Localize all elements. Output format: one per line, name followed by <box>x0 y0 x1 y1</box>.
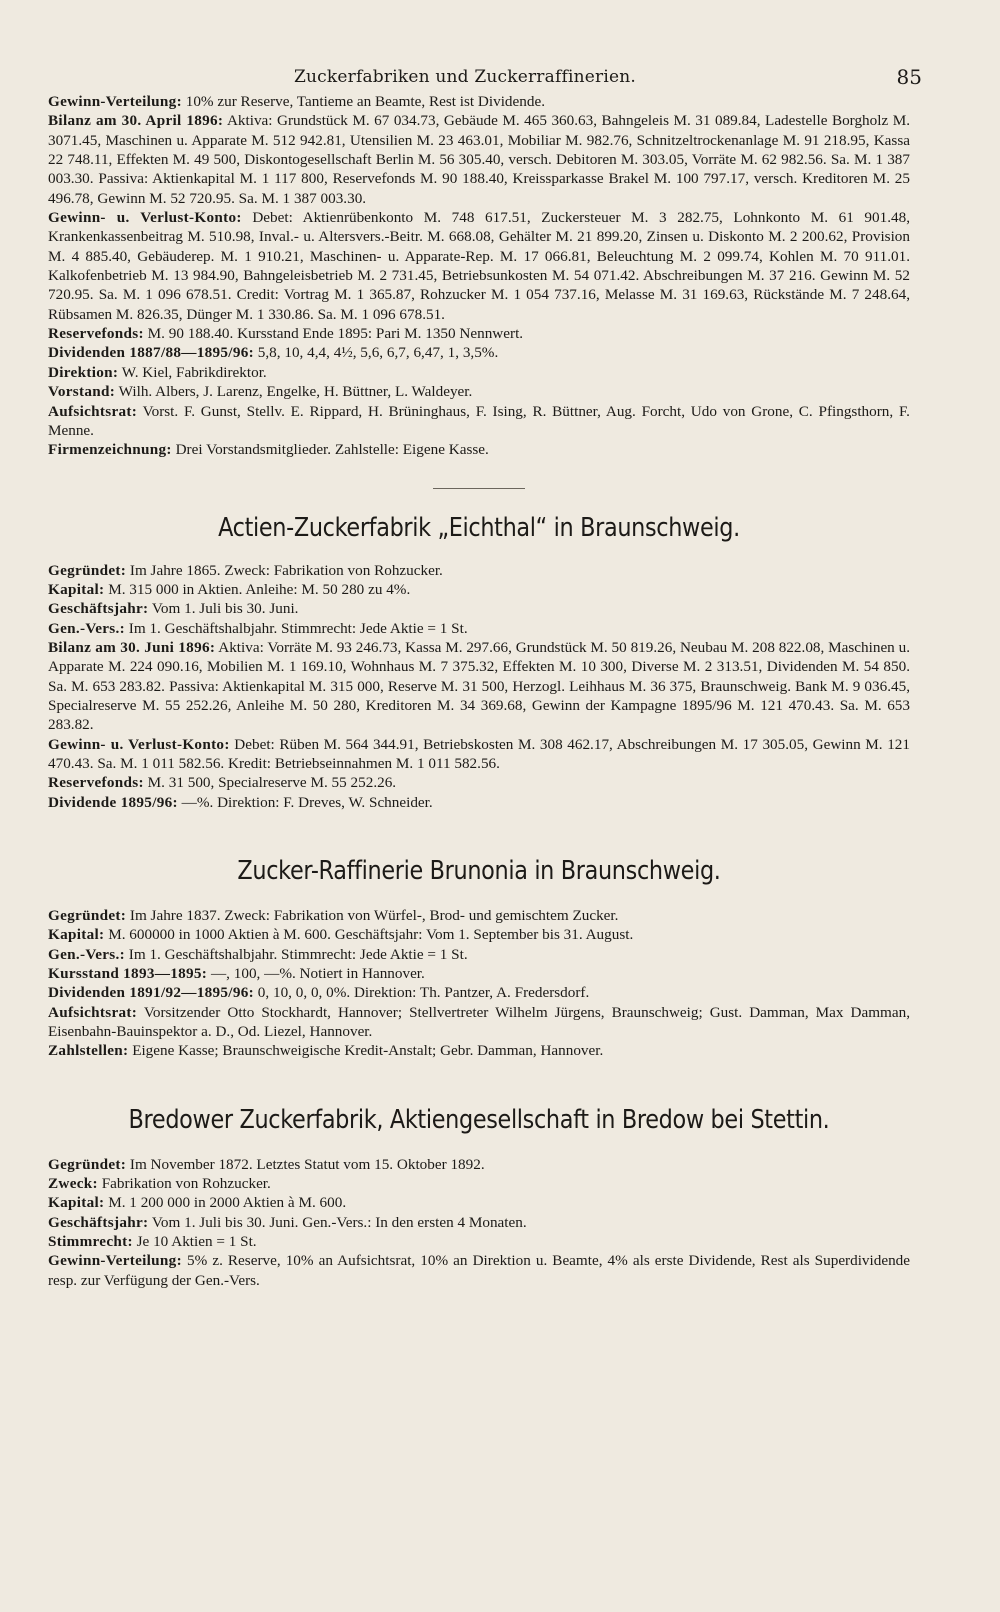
entry-dividenden <box>48 343 910 362</box>
entry-bilanz <box>48 111 910 208</box>
entry-key: Aufsichtsrat: <box>48 1003 138 1021</box>
entry-kursstand <box>48 964 910 983</box>
entry-gegruendet <box>48 1155 910 1174</box>
entry-text: Im 1. Geschäftshalbjahr. Stimmrecht: Jede Aktie = 1 St. <box>128 945 468 963</box>
company-block-eichthal <box>48 561 910 812</box>
entry-key: Stimmrecht: <box>48 1233 133 1251</box>
entry-key: Kapital: <box>48 1194 105 1212</box>
entry-key: Zahlstellen: <box>48 1042 129 1060</box>
entry-geschaeftsjahr <box>48 599 910 618</box>
entry-reservefonds <box>48 773 910 792</box>
entry-text: Vorsitzender Otto Stockhardt, Hannover; Stellvertreter Wilhelm Jürgens, Braunschweig; Gust. Damman, Max Damman, Eisenbahn-Bauinspektor a. D., Od. Liezel, Hannover. <box>48 1003 910 1041</box>
entry-dividenden <box>48 983 910 1002</box>
entry-text: Je 10 Aktien = 1 St. <box>136 1233 257 1251</box>
entry-text: Debet: Aktienrübenkonto M. 748 617.51, Zuckersteuer M. 3 282.75, Lohnkonto M. 61 901.48, Krankenkassenbeitrag M. 510.98, Inval.- u. Altersvers.-Beitr. M. 668.08, Gehälter M. 21 899.20, Zinsen u. Diskonto M. 2 200.62, Provision M. 4 885.40, Gebäuderep. M. 1 910.21, Maschinen- u. Apparate-Rep. M. 17 066.81, Beleuchtung M. 2 099.74, Kohlen M. 70 911.01. Kalkofenbetrieb M. 13 984.90, Bahngeleisbetrieb M. 2 731.45, Betriebsunkosten M. 54 071.42. Abschreibungen M. 37 216. Gewinn M. 52 720.95. Sa. M. 1 096 678.51. Credit: Vortrag M. 1 365.87, Rohzucker M. 1 054 737.16, Melasse M. 31 169.63, Rückstände M. 7 248.64, Rübsamen M. 826.35, Dünger M. 1 330.86. Sa. M. 1 096 678.51. <box>48 209 910 323</box>
entry-text: 10% zur Reserve, Tantieme an Beamte, Rest ist Dividende. <box>185 93 545 110</box>
running-head <box>48 62 922 92</box>
entry-zahlstellen <box>48 1041 910 1060</box>
entry-key: Firmenzeichnung: <box>48 441 172 459</box>
entry-key: Gen.-Vers.: <box>48 619 125 637</box>
entry-firmenzeichnung <box>48 440 910 459</box>
entry-key: Geschäftsjahr: <box>48 1213 149 1231</box>
entry-text: Aktiva: Vorräte M. 93 246.73, Kassa M. 297.66, Grundstück M. 50 819.26, Neubau M. 208 822.08, Maschinen u. Apparate M. 224 090.16, Mobilien M. 1 169.10, Wohnhaus M. 7 375.32, Effekten M. 10 300, Diverse M. 2 313.51, Dividenden M. 54 850. Sa. M. 653 283.82. Passiva: Aktienkapital M. 315 000, Reserve M. 31 500, Herzogl. Leihhaus M. 36 375, Braunschweig. Bank M. 9 036.45, Specialreserve M. 55 252.26, Anleihe M. 50 280, Kreditoren M. 34 369.68, Gewinn der Kampagne 1895/96 M. 121 470.43. Sa. M. 653 283.82. <box>48 638 910 734</box>
entry-key: Kapital: <box>48 580 105 598</box>
entry-key: Geschäftsjahr: <box>48 600 149 618</box>
entry-gewinn-verteilung <box>48 1251 910 1290</box>
page-number: 85 <box>896 65 922 89</box>
entry-text: Vom 1. Juli bis 30. Juni. <box>151 600 299 618</box>
entry-text: Debet: Rüben M. 564 344.91, Betriebskosten M. 308 462.17, Abschreibungen M. 17 305.05, Gewinn M. 121 470.43. Sa. M. 1 011 582.56. Kredit: Betriebseinnahmen M. 1 011 582.56. <box>48 735 910 772</box>
entry-stimmrecht <box>48 1232 910 1251</box>
entry-text: —, 100, —%. Notiert in Hannover. <box>210 965 425 983</box>
entry-key: Gegründet: <box>48 1155 127 1173</box>
entry-key: Gegründet: <box>48 561 127 579</box>
entry-text: 5% z. Reserve, 10% an Aufsichtsrat, 10% an Direktion u. Beamte, 4% als erste Dividende, Rest als Superdividende resp. zur Verfügung der Gen.-Vers. <box>48 1252 911 1289</box>
entry-key: Reservefonds: <box>48 325 144 343</box>
entry-text: W. Kiel, Fabrikdirektor. <box>121 363 267 381</box>
entry-text: M. 600000 in 1000 Aktien à M. 600. Geschäftsjahr: Vom 1. September bis 31. August. <box>108 926 634 944</box>
entry-text: M. 1 200 000 in 2000 Aktien à M. 600. <box>108 1194 347 1212</box>
company-title-bredow: Bredower Zuckerfabrik, Aktiengesellschaft in Bredow bei Stettin. <box>128 1104 830 1135</box>
entry-text: Im November 1872. Letztes Statut vom 15. Oktober 1892. <box>129 1155 485 1173</box>
entry-key: Dividenden 1891/92—1895/96: <box>48 984 254 1002</box>
company-block-brunonia <box>48 906 910 1061</box>
running-head-title: Zuckerfabriken und Zuckerraffinerien. <box>294 67 636 87</box>
entry-key: Dividenden 1887/88—1895/96: <box>48 344 254 362</box>
entry-key: Gewinn- u. Verlust-Konto: <box>48 735 230 753</box>
company-title-brunonia: Zucker-Raffinerie Brunonia in Braunschweig. <box>237 856 721 886</box>
entry-key: Dividende 1895/96: <box>48 793 178 811</box>
entry-key: Gewinn- u. Verlust-Konto: <box>48 209 242 227</box>
entry-dividende <box>48 793 910 812</box>
entry-text: M. 315 000 in Aktien. Anleihe: M. 50 280 zu 4%. <box>108 580 411 598</box>
entry-text: M. 90 188.40. Kursstand Ende 1895: Pari M. 1350 Nennwert. <box>147 325 524 343</box>
entry-vorstand <box>48 382 910 401</box>
entry-key: Gewinn-Verteilung: <box>48 1252 182 1270</box>
entry-text: Im 1. Geschäftshalbjahr. Stimmrecht: Jede Aktie = 1 St. <box>128 619 468 637</box>
entry-gegruendet <box>48 561 910 580</box>
entry-geschaeftsjahr <box>48 1213 910 1232</box>
entry-key: Gewinn-Verteilung: <box>48 93 182 110</box>
entry-aufsichtsrat <box>48 1003 910 1042</box>
entry-gewinn-verlust <box>48 208 910 324</box>
entry-text: Drei Vorstandsmitglieder. Zahlstelle: Eigene Kasse. <box>175 441 489 459</box>
entry-text: Aktiva: Grundstück M. 67 034.73, Gebäude M. 465 360.63, Bahngeleis M. 31 089.84, Ladestelle Borgholz M. 3071.45, Maschinen u. Apparate M. 512 942.81, Utensilien M. 23 463.01, Mobiliar M. 982.76, Schnitzeltrockenanlage M. 91 218.95, Kassa 22 748.11, Effekten M. 49 500, Diskontogesellschaft Berlin M. 56 305.40, versch. Debitoren M. 303.05, Vorräte M. 62 982.56. Sa. M. 1 387 003.30. Passiva: Aktienkapital M. 1 117 800, Reservefonds M. 90 188.40, Kreissparkasse Brakel M. 100 797.17, versch. Kreditoren M. 25 496.78, Gewinn M. 52 720.95. Sa. M. 1 387 003.30. <box>48 112 910 207</box>
entry-key: Zweck: <box>48 1175 98 1193</box>
entry-direktion <box>48 363 910 382</box>
entry-key: Bilanz am 30. Juni 1896: <box>48 638 216 656</box>
entry-key: Aufsichtsrat: <box>48 402 138 420</box>
entry-key: Reservefonds: <box>48 774 144 792</box>
entry-text: Im Jahre 1837. Zweck: Fabrikation von Würfel-, Brod- und gemischtem Zucker. <box>129 907 619 924</box>
company-title-eichthal: Actien-Zuckerfabrik „Eichthal“ in Braunschweig. <box>218 512 740 543</box>
entry-key: Gegründet: <box>48 907 127 924</box>
entry-key: Gen.-Vers.: <box>48 945 125 963</box>
entry-zweck <box>48 1174 910 1193</box>
entry-text: Vom 1. Juli bis 30. Juni. Gen.-Vers.: In den ersten 4 Monaten. <box>151 1213 527 1231</box>
entry-text: Eigene Kasse; Braunschweigische Kredit-Anstalt; Gebr. Damman, Hannover. <box>132 1042 604 1060</box>
entry-key: Bilanz am 30. April 1896: <box>48 112 224 130</box>
section-continuation <box>48 92 910 460</box>
entry-gewinn-verlust <box>48 735 910 774</box>
entry-text: Wilh. Albers, J. Larenz, Engelke, H. Büttner, L. Waldeyer. <box>118 383 473 401</box>
entry-key: Kapital: <box>48 926 105 944</box>
entry-text: Fabrikation von Rohzucker. <box>101 1175 271 1193</box>
entry-kapital <box>48 580 910 599</box>
entry-gen-vers <box>48 945 910 964</box>
entry-kapital <box>48 1193 910 1212</box>
entry-gegruendet <box>48 906 910 925</box>
entry-kapital <box>48 925 910 944</box>
entry-text: 5,8, 10, 4,4, 4½, 5,6, 6,7, 6,47, 1, 3,5%. <box>257 344 499 362</box>
entry-text: 0, 10, 0, 0, 0%. Direktion: Th. Pantzer, A. Fredersdorf. <box>257 984 590 1002</box>
entry-aufsichtsrat <box>48 402 910 441</box>
entry-gen-vers <box>48 619 910 638</box>
entry-gewinn-verteilung <box>48 92 910 111</box>
entry-reservefonds <box>48 324 910 343</box>
entry-text: —%. Direktion: F. Dreves, W. Schneider. <box>181 793 433 811</box>
company-block-bredow <box>48 1155 910 1290</box>
entry-bilanz <box>48 638 910 735</box>
entry-text: Vorst. F. Gunst, Stellv. E. Rippard, H. Brüninghaus, F. Ising, R. Büttner, Aug. Forcht, Udo von Grone, C. Pfingsthorn, F. Menne. <box>48 402 910 439</box>
entry-key: Direktion: <box>48 363 119 381</box>
entry-text: M. 31 500, Specialreserve M. 55 252.26. <box>147 774 397 792</box>
entry-key: Vorstand: <box>48 383 116 401</box>
entry-key: Kursstand 1893—1895: <box>48 965 208 983</box>
section-divider <box>433 488 525 489</box>
entry-text: Im Jahre 1865. Zweck: Fabrikation von Rohzucker. <box>129 561 443 579</box>
